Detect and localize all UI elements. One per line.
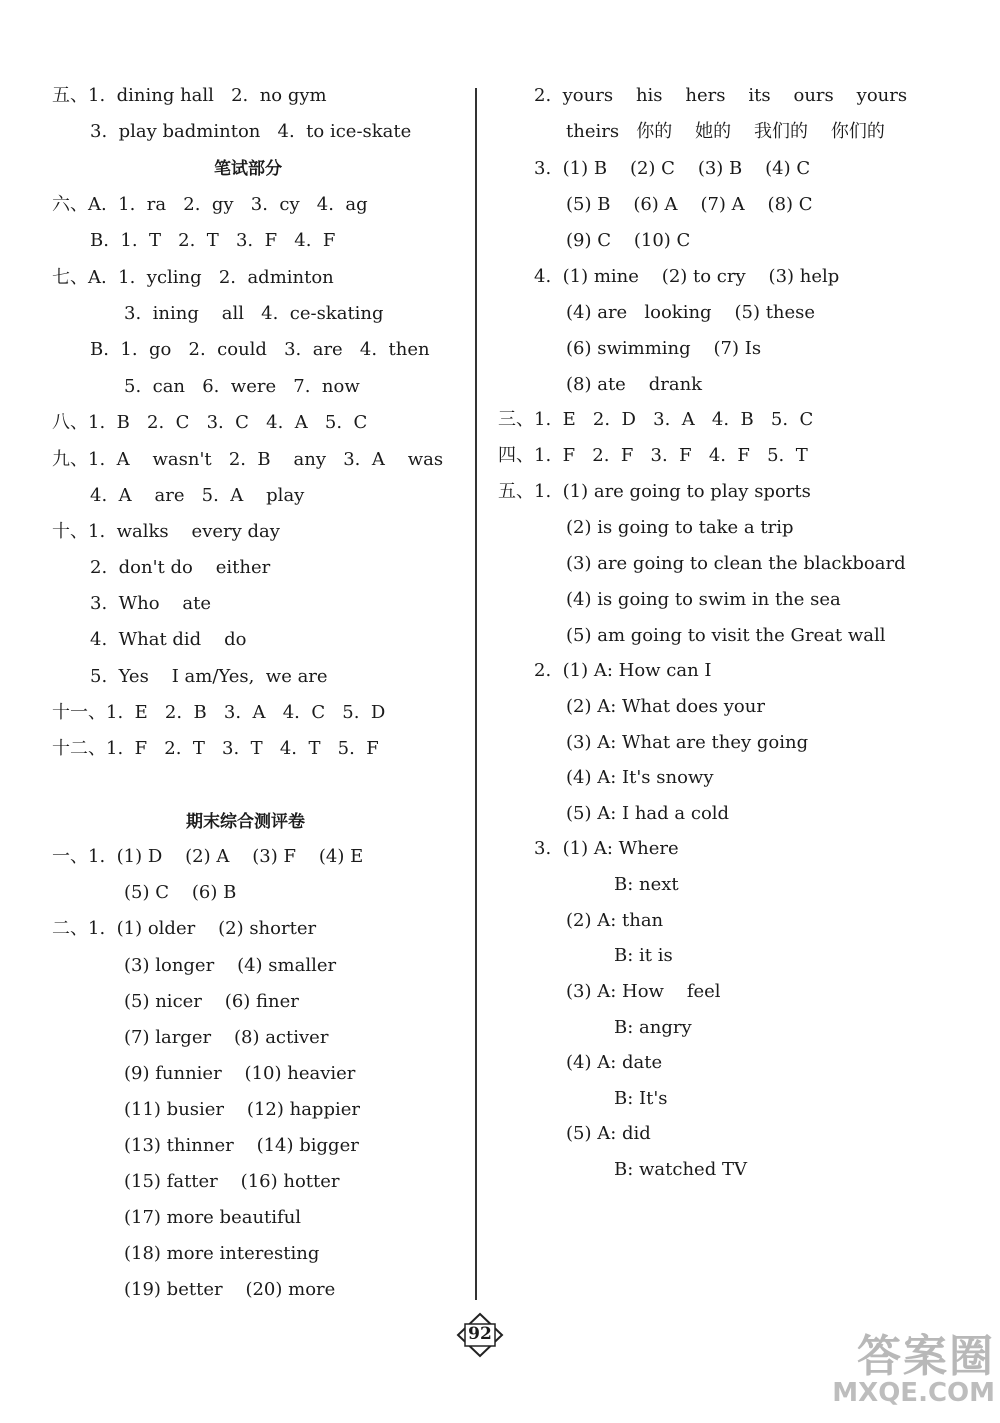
section-heading-final: 期末综合测评卷 <box>186 812 305 832</box>
answer-line: 十一、1. E 2. B 3. A 4. C 5. D <box>52 702 386 723</box>
answer-line: (5) A: did <box>566 1123 651 1144</box>
answer-line: 2. (1) A: How can I <box>534 660 712 681</box>
answer-line: B: angry <box>614 1017 692 1038</box>
answer-line: 3. ining all 4. ce-skating <box>124 303 384 324</box>
answer-line: (17) more beautiful <box>124 1207 302 1228</box>
answer-line: 六、A. 1. ra 2. gy 3. cy 4. ag <box>52 194 368 215</box>
answer-line: theirs 你的 她的 我们的 你们的 <box>566 121 885 142</box>
answer-line: (13) thinner (14) bigger <box>124 1135 359 1156</box>
answer-line: 十、1. walks every day <box>52 521 280 542</box>
answer-line: 3. (1) A: Where <box>534 838 679 859</box>
answer-line: (3) A: How feel <box>566 981 721 1002</box>
page-number: 92 <box>468 1324 492 1344</box>
answer-line: (5) am going to visit the Great wall <box>566 625 886 646</box>
watermark <box>825 1320 995 1415</box>
answer-line: (18) more interesting <box>124 1243 320 1264</box>
answer-line: (2) A: What does your <box>566 696 765 717</box>
answer-line: 五、1. (1) are going to play sports <box>498 481 811 502</box>
answer-line: (15) fatter (16) hotter <box>124 1171 340 1192</box>
answer-line: (5) B (6) A (7) A (8) C <box>566 194 813 215</box>
answer-line: 二、1. (1) older (2) shorter <box>52 918 317 939</box>
answer-line: 四、1. F 2. F 3. F 4. F 5. T <box>498 445 808 466</box>
answer-line: 3. play badminton 4. to ice-skate <box>90 121 412 142</box>
answer-line: 5. can 6. were 7. now <box>124 376 360 397</box>
answer-line: B: it is <box>614 945 673 966</box>
answer-line: 七、A. 1. ycling 2. adminton <box>52 267 334 288</box>
page-number-badge <box>455 1312 505 1358</box>
answer-line: 五、1. dining hall 2. no gym <box>52 85 327 106</box>
answer-line: 一、1. (1) D (2) A (3) F (4) E <box>52 846 364 867</box>
watermark-logo: 答案圈 <box>857 1331 995 1382</box>
answer-line: (3) A: What are they going <box>566 732 809 753</box>
answer-line: (19) better (20) more <box>124 1279 336 1300</box>
answer-line: 3. Who ate <box>90 593 212 614</box>
answer-line: 4. What did do <box>90 629 247 650</box>
answer-line: (8) ate drank <box>566 374 703 395</box>
column-divider <box>475 88 477 1300</box>
answer-line: 5. Yes I am/Yes, we are <box>90 666 328 687</box>
answer-line: (4) A: date <box>566 1052 663 1073</box>
answer-line: (11) busier (12) happier <box>124 1099 360 1120</box>
answer-line: 3. (1) B (2) C (3) B (4) C <box>534 158 811 179</box>
answer-line: (2) A: than <box>566 910 664 931</box>
watermark-url: MXQE.COM <box>832 1378 995 1408</box>
answer-line: (5) nicer (6) finer <box>124 991 299 1012</box>
answer-line: (2) is going to take a trip <box>566 517 794 538</box>
answer-line: 八、1. B 2. C 3. C 4. A 5. C <box>52 412 368 433</box>
answer-line: (7) larger (8) activer <box>124 1027 329 1048</box>
answer-line: B. 1. go 2. could 3. are 4. then <box>90 339 430 360</box>
answer-line: (3) longer (4) smaller <box>124 955 337 976</box>
section-heading-written: 笔试部分 <box>214 159 282 179</box>
answer-line: (5) A: I had a cold <box>566 803 730 824</box>
answer-line: 4. (1) mine (2) to cry (3) help <box>534 266 840 287</box>
answer-line: (4) are looking (5) these <box>566 302 816 323</box>
answer-line: B: watched TV <box>614 1159 747 1180</box>
answer-line: 2. don't do either <box>90 557 271 578</box>
answer-line: (9) C (10) C <box>566 230 691 251</box>
answer-line: (9) funnier (10) heavier <box>124 1063 356 1084</box>
answer-line: 2. yours his hers its ours yours <box>534 85 908 106</box>
answer-line: B. 1. T 2. T 3. F 4. F <box>90 230 336 251</box>
answer-line: 三、1. E 2. D 3. A 4. B 5. C <box>498 409 814 430</box>
answer-line: B: next <box>614 874 679 895</box>
answer-line: 十二、1. F 2. T 3. T 4. T 5. F <box>52 738 379 759</box>
answer-line: (4) is going to swim in the sea <box>566 589 841 610</box>
answer-line: 4. A are 5. A play <box>90 485 305 506</box>
answer-line: B: It's <box>614 1088 668 1109</box>
answer-line: (5) C (6) B <box>124 882 237 903</box>
answer-line: (3) are going to clean the blackboard <box>566 553 906 574</box>
answer-line: (6) swimming (7) Is <box>566 338 762 359</box>
answer-line: 九、1. A wasn't 2. B any 3. A was <box>52 449 444 470</box>
answer-line: (4) A: It's snowy <box>566 767 714 788</box>
